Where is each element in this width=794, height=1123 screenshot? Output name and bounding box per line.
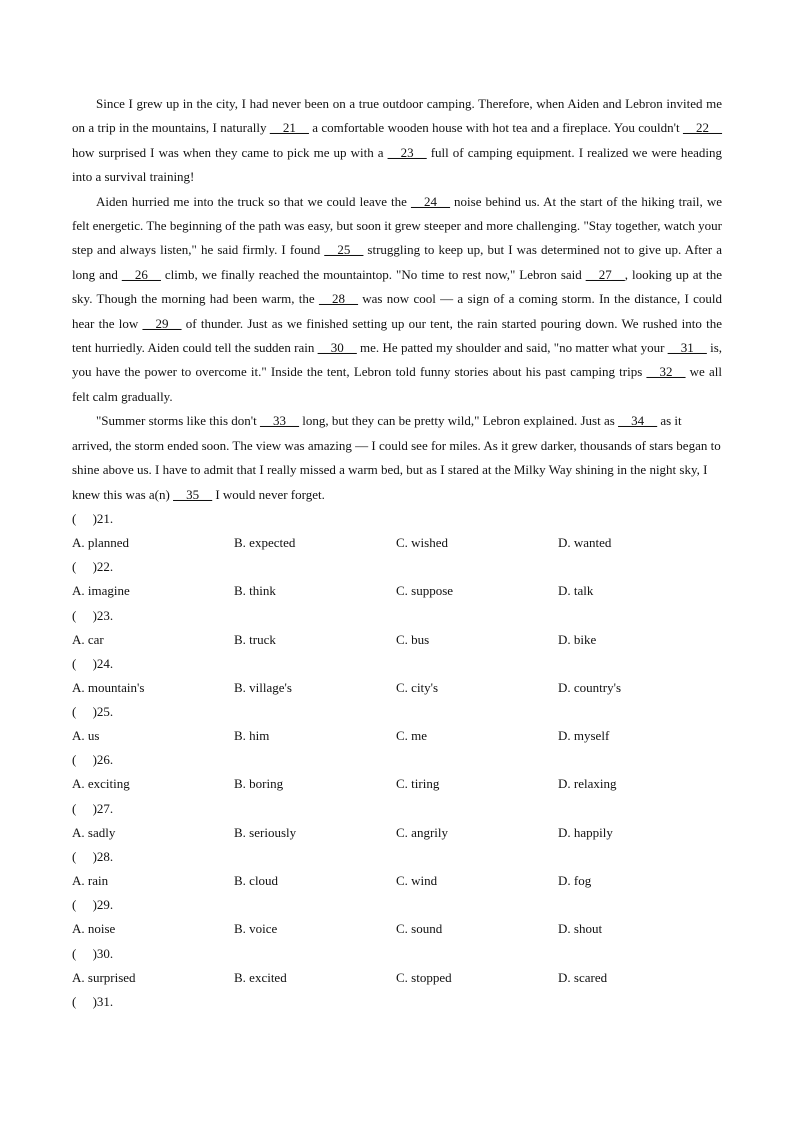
question-item xyxy=(72,990,722,1014)
question-list xyxy=(72,507,722,1014)
question-number: ( )21. xyxy=(72,510,114,526)
question-item xyxy=(72,604,722,652)
question-number: ( )27. xyxy=(72,800,114,816)
option-c: C. bus xyxy=(396,631,430,647)
option-c: C. tiring xyxy=(396,776,440,792)
option-a: A. exciting xyxy=(72,776,130,792)
question-number: ( )22. xyxy=(72,559,114,575)
passage-text: full of camping equipment. I realized we were heading into a survival training! xyxy=(72,144,722,185)
question-item xyxy=(72,507,722,555)
option-b: B. truck xyxy=(234,631,276,647)
option-b: B. him xyxy=(234,728,270,744)
option-row xyxy=(72,676,722,700)
question-number: ( )30. xyxy=(72,945,114,961)
option-b: B. voice xyxy=(234,921,278,937)
blank-number: __21__ xyxy=(269,120,309,136)
option-c: C. me xyxy=(396,728,428,744)
option-row xyxy=(72,966,722,990)
option-a: A. imagine xyxy=(72,583,130,599)
blank-number: __31__ xyxy=(667,340,707,356)
option-a: A. sadly xyxy=(72,824,116,840)
question-item xyxy=(72,942,722,990)
option-d: D. fog xyxy=(558,872,592,888)
question-number: ( )29. xyxy=(72,897,114,913)
passage-text: was now cool — a sign of a coming storm. In the distance, I could hear the low xyxy=(72,291,722,331)
passage-text: climb, we finally reached the mountaintop. "No time to rest now," Lebron said xyxy=(160,266,586,282)
question-item xyxy=(72,845,722,893)
passage-text: "Summer storms like this don't xyxy=(96,413,261,429)
passage-paragraph xyxy=(72,92,722,190)
passage-paragraph xyxy=(72,190,722,410)
blank-number: __35__ xyxy=(173,486,213,502)
option-c: C. stopped xyxy=(396,969,452,985)
option-c: C. city's xyxy=(396,679,439,695)
passage-text: noise behind us. At the start of the hiking trail, we felt energetic. The beginning of the path was easy, but soon it grew steeper and more challenging. "Stay together, watch your step and always listen," he said firmly. I found xyxy=(72,193,722,258)
blank-number: __32__ xyxy=(646,364,686,380)
passage-text: , looking up at the sky. Though the morning had been warm, the xyxy=(72,266,722,307)
question-number: ( )28. xyxy=(72,848,114,864)
question-item xyxy=(72,700,722,748)
option-d: D. myself xyxy=(558,728,610,744)
option-c: C. angrily xyxy=(396,824,448,840)
option-b: B. think xyxy=(234,583,276,599)
option-d: D. scared xyxy=(558,969,608,985)
passage-text: struggling to keep up, but I was determined not to give up. After a long and xyxy=(72,242,722,282)
option-b: B. seriously xyxy=(234,824,297,840)
option-d: D. shout xyxy=(558,921,603,937)
option-a: A. car xyxy=(72,631,104,647)
option-row xyxy=(72,531,722,555)
option-a: A. noise xyxy=(72,921,116,937)
question-item xyxy=(72,652,722,700)
option-b: B. expected xyxy=(234,534,296,550)
option-d: D. wanted xyxy=(558,534,612,550)
option-d: D. bike xyxy=(558,631,597,647)
option-a: A. us xyxy=(72,728,100,744)
option-a: A. mountain's xyxy=(72,679,145,695)
passage-text: how surprised I was when they came to pick me up with a xyxy=(72,144,388,160)
question-item xyxy=(72,748,722,796)
option-a: A. surprised xyxy=(72,969,136,985)
blank-number: __28__ xyxy=(318,291,358,307)
option-c: C. wind xyxy=(396,872,438,888)
question-item xyxy=(72,893,722,941)
option-c: C. sound xyxy=(396,921,443,937)
option-c: C. wished xyxy=(396,534,448,550)
passage-paragraph xyxy=(72,409,722,507)
blank-number: __27__ xyxy=(585,266,625,282)
option-d: D. talk xyxy=(558,583,594,599)
option-a: A. planned xyxy=(72,534,130,550)
blank-number: __30__ xyxy=(317,340,357,356)
option-b: B. boring xyxy=(234,776,284,792)
blank-number: __24__ xyxy=(411,193,450,209)
option-b: B. cloud xyxy=(234,872,279,888)
passage-text: of thunder. Just as we finished setting up our tent, the rain started pouring down. We rushed into the tent hurriedly. Aiden could tell the sudden rain xyxy=(72,315,722,356)
blank-number: __25__ xyxy=(324,242,364,258)
option-d: D. happily xyxy=(558,824,613,840)
option-d: D. relaxing xyxy=(558,776,617,792)
passage-text: Aiden hurried me into the truck so that we could leave the xyxy=(96,193,411,209)
worksheet-page xyxy=(72,92,722,1014)
option-row xyxy=(72,724,722,748)
option-b: B. village's xyxy=(234,679,292,695)
option-b: B. excited xyxy=(234,969,287,985)
passage-text: Since I grew up in the city, I had never been on a true outdoor camping. Therefore, when Aiden and Lebron invited me on a trip in the mountains, I naturally xyxy=(72,96,722,136)
option-a: A. rain xyxy=(72,872,109,888)
blank-number: __29__ xyxy=(142,315,182,331)
passage-text: a comfortable wooden house with hot tea and a fireplace. You couldn't xyxy=(308,120,683,136)
passage-text: me. He patted my shoulder and said, "no matter what your xyxy=(356,340,668,356)
question-item xyxy=(72,797,722,845)
option-row xyxy=(72,772,722,796)
question-number: ( )31. xyxy=(72,993,114,1009)
question-item xyxy=(72,555,722,603)
blank-number: __23__ xyxy=(387,144,427,160)
passage-text: as it arrived, the storm ended soon. The view was amazing — I could see for miles. As it grew darker, thousands of stars began to shine above us. I have to admit that I really missed a warm bed, but as I stared at the Milky Way shining in the night sky, I knew this was a(n) xyxy=(72,413,721,502)
question-number: ( )24. xyxy=(72,655,114,671)
option-row xyxy=(72,869,722,893)
question-number: ( )23. xyxy=(72,607,114,623)
option-row xyxy=(72,917,722,941)
question-number: ( )26. xyxy=(72,752,114,768)
passage-text: is, you have the power to overcome it." Inside the tent, Lebron told funny stories about his past camping trips xyxy=(72,340,723,380)
blank-number: __22__ xyxy=(683,120,722,136)
option-row xyxy=(72,821,722,845)
option-row xyxy=(72,628,722,652)
option-c: C. suppose xyxy=(396,583,454,599)
question-number: ( )25. xyxy=(72,704,114,720)
option-d: D. country's xyxy=(558,679,622,695)
passage-text: we all felt calm gradually. xyxy=(72,364,723,404)
blank-number: __33__ xyxy=(260,413,300,429)
blank-number: __26__ xyxy=(121,266,161,282)
blank-number: __34__ xyxy=(618,413,658,429)
passage-text: I would never forget. xyxy=(212,486,325,502)
cloze-passage xyxy=(72,92,722,507)
option-row xyxy=(72,579,722,603)
passage-text: long, but they can be pretty wild," Lebron explained. Just as xyxy=(299,413,619,429)
